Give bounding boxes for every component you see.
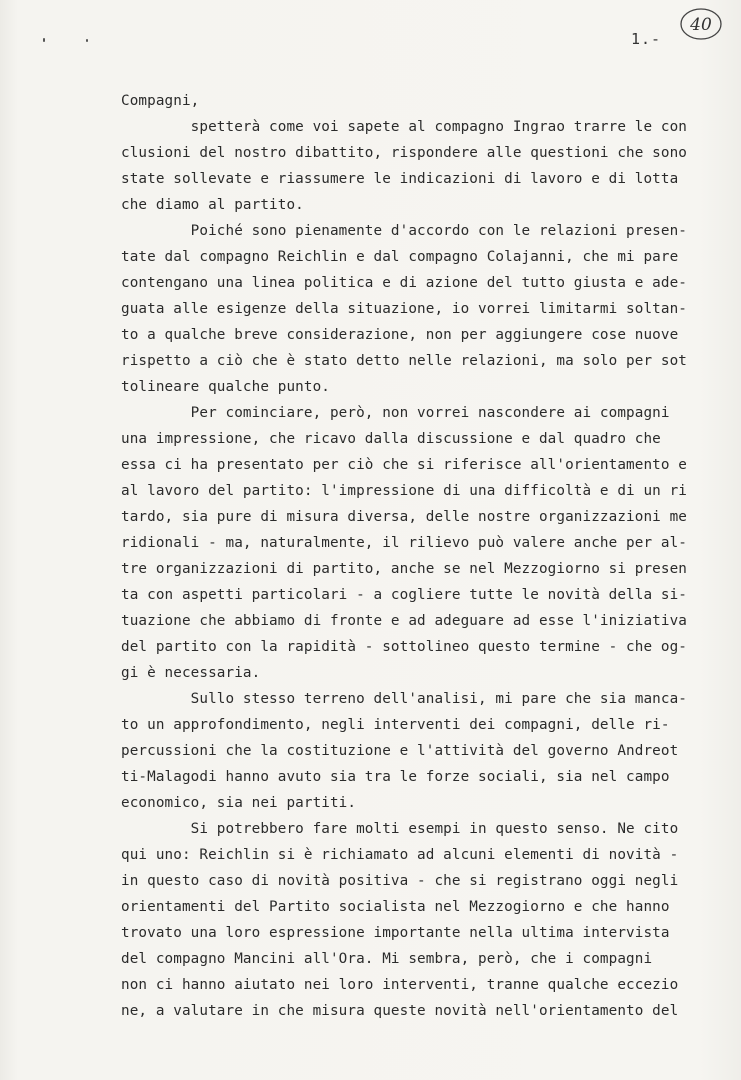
text-line: clusioni del nostro dibattito, rispondere alle questioni che sono [121, 145, 687, 161]
text-line: Poiché sono pienamente d'accordo con le relazioni presen- [121, 223, 687, 239]
text-line: orientamenti del Partito socialista nel Mezzogiorno e che hanno [121, 899, 670, 915]
text-line: trovato una loro espressione importante nella ultima intervista [121, 925, 670, 941]
text-line: del partito con la rapidità - sottolineo questo termine - che og- [121, 639, 687, 655]
text-line: spetterà come voi sapete al compagno Ingrao trarre le con [121, 119, 687, 135]
text-line: economico, sia nei partiti. [121, 795, 357, 811]
text-line: to a qualche breve considerazione, non per aggiungere cose nuove [121, 327, 679, 343]
handwritten-folio-number [678, 5, 724, 43]
text-line: Compagni, [121, 93, 200, 109]
text-line: Si potrebbero fare molti esempi in questo senso. Ne cito [121, 821, 679, 837]
text-line: state sollevate e riassumere le indicazioni di lavoro e di lotta [121, 171, 679, 187]
letter-body [121, 88, 701, 1024]
text-line: essa ci ha presentato per ciò che si riferisce all'orientamento e [121, 457, 687, 473]
text-line: tolineare qualche punto. [121, 379, 330, 395]
text-line: Sullo stesso terreno dell'analisi, mi pare che sia manca- [121, 691, 687, 707]
text-line: percussioni che la costituzione e l'attività del governo Andreot [121, 743, 679, 759]
folio-number: 40 [690, 15, 712, 35]
text-line: tate dal compagno Reichlin e dal compagno Colajanni, che mi pare [121, 249, 679, 265]
text-line: del compagno Mancini all'Ora. Mi sembra, però, che i compagni [121, 951, 653, 967]
text-line: in questo caso di novità positiva - che si registrano oggi negli [121, 873, 679, 889]
text-line: qui uno: Reichlin si è richiamato ad alcuni elementi di novità - [121, 847, 679, 863]
text-line: ta con aspetti particolari - a cogliere tutte le novità della si- [121, 587, 687, 603]
text-line: guata alle esigenze della situazione, io vorrei limitarmi soltan- [121, 301, 687, 317]
text-line: gi è necessaria. [121, 665, 261, 681]
text-line: non ci hanno aiutato nei loro interventi, tranne qualche eccezio [121, 977, 679, 993]
page-number: 1.- [631, 30, 662, 48]
text-line: Per cominciare, però, non vorrei nascondere ai compagni [121, 405, 670, 421]
text-line: rispetto a ciò che è stato detto nelle relazioni, ma solo per sot [121, 353, 687, 369]
scan-speck [86, 39, 88, 42]
text-line: tre organizzazioni di partito, anche se nel Mezzogiorno si presen [121, 561, 687, 577]
text-line: ti-Malagodi hanno avuto sia tra le forze sociali, sia nel campo [121, 769, 670, 785]
text-line: tardo, sia pure di misura diversa, delle nostre organizzazioni me [121, 509, 687, 525]
scan-speck [43, 38, 45, 42]
text-line: che diamo al partito. [121, 197, 304, 213]
text-line: una impressione, che ricavo dalla discussione e dal quadro che [121, 431, 661, 447]
text-line: to un approfondimento, negli interventi dei compagni, delle ri- [121, 717, 670, 733]
text-line: tuazione che abbiamo di fronte e ad adeguare ad esse l'iniziativa [121, 613, 687, 629]
text-line: ridionali - ma, naturalmente, il rilievo può valere anche per al- [121, 535, 687, 551]
circled-folio-mark [678, 5, 724, 43]
text-line: al lavoro del partito: l'impressione di una difficoltà e di un ri [121, 483, 687, 499]
text-line: ne, a valutare in che misura queste novità nell'orientamento del [121, 1003, 679, 1019]
text-line: contengano una linea politica e di azione del tutto giusta e ade- [121, 275, 687, 291]
